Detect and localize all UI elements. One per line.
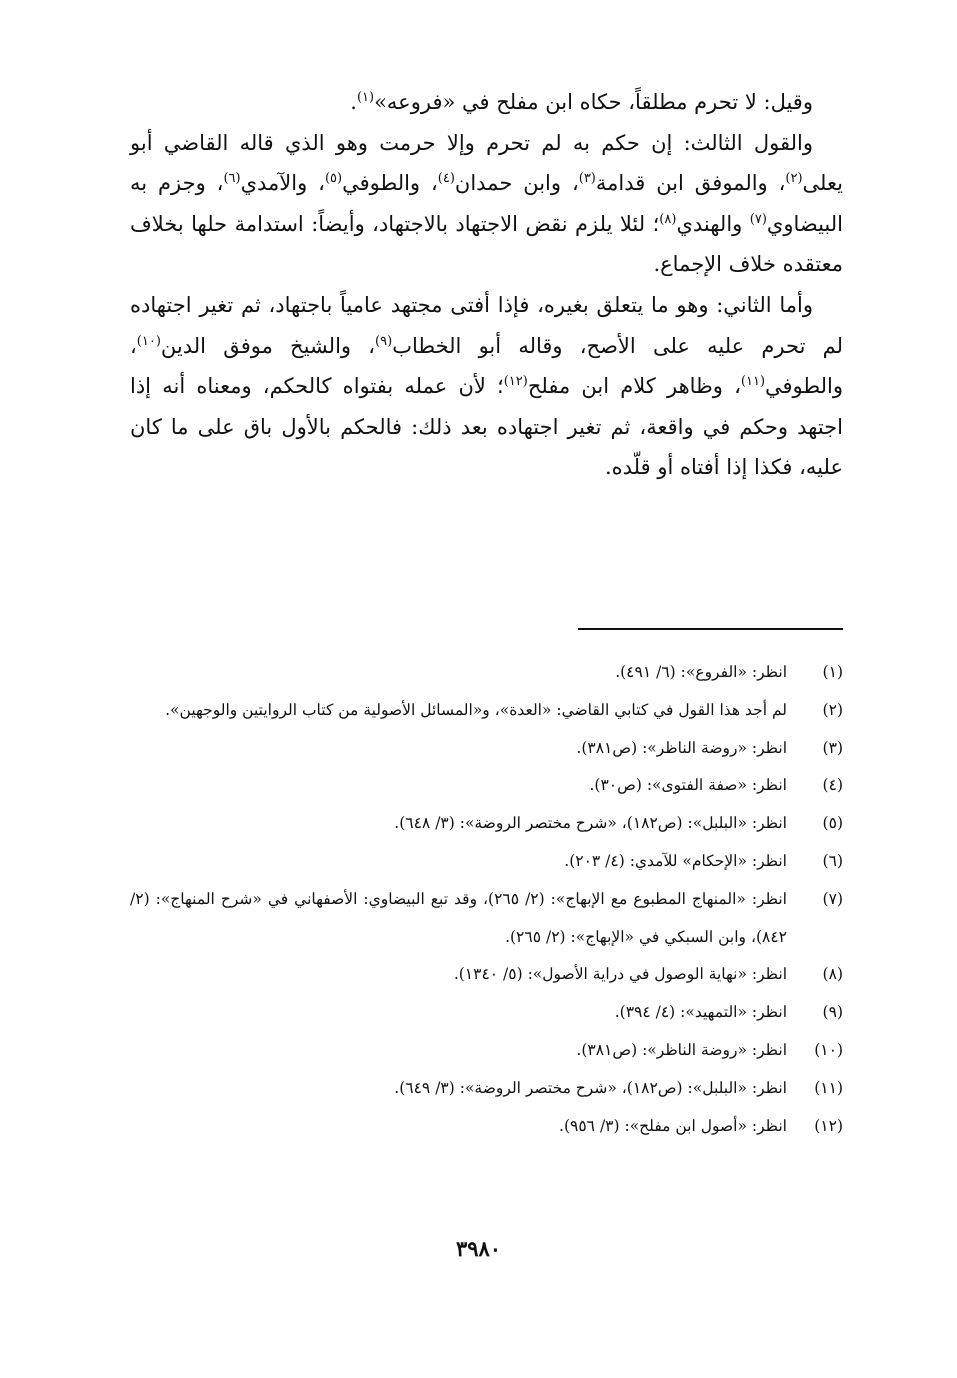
footnote-ref[interactable]: (٣)	[578, 171, 596, 187]
footnote-number: (٣)	[822, 738, 843, 757]
text-run: والقول الثالث: إن حكم به لم تحرم وإلا حرمت وهو الذي قاله القاضي أبو يعلى	[130, 130, 843, 196]
body-paragraph	[130, 82, 843, 123]
text-run: ؛ لئلا يلزم نقض الاجتهاد بالاجتهاد، وأيضاً: استدامة حلها بخلاف معتقده خلاف الإجماع.	[130, 211, 843, 277]
text-run: وقيل: لا تحرم مطلقاً، حكاه ابن مفلح في «فروعه»	[374, 90, 813, 114]
footnote-ref[interactable]: (٧)	[749, 211, 767, 227]
footnote-separator	[578, 628, 843, 630]
footnote-text: انظر: «نهاية الوصول في دراية الأصول»: (٥/ ١٣٤٠).	[453, 965, 787, 984]
footnote-number: (١١)	[814, 1078, 843, 1097]
footnote-text: انظر: «روضة الناظر»: (ص٣٨١).	[576, 738, 787, 757]
footnote-ref[interactable]: (١٠)	[136, 333, 161, 349]
body-paragraph	[130, 285, 843, 488]
footnote-item	[130, 730, 843, 768]
footnote-text: انظر: «الإحكام» للآمدي: (٤/ ٢٠٣).	[564, 851, 787, 870]
footnote-number: (٧)	[822, 889, 843, 908]
text-run: ، وابن حمدان	[454, 171, 579, 196]
footnote-number: (١٠)	[814, 1040, 843, 1059]
footnote-ref[interactable]: (١٢)	[503, 374, 528, 390]
footnote-text: لم أجد هذا القول في كتابي القاضي: «العدة»، و«المسائل الأصولية من كتاب الروايتين والوجهين».	[165, 700, 787, 719]
footnote-number: (١)	[822, 663, 843, 681]
footnotes-list	[130, 654, 843, 1145]
footnote-text: انظر: «أصول ابن مفلح»: (٣/ ٩٥٦).	[559, 1116, 787, 1135]
text-run: ، وجزم به البيضاوي	[130, 171, 843, 236]
text-run: ، والموفق ابن قدامة	[595, 171, 786, 196]
footnote-ref[interactable]: (١١)	[740, 374, 766, 390]
main-text	[130, 82, 843, 488]
footnote-text: انظر: «البلبل»: (ص١٨٢)، «شرح مختصر الروضة»: (٣/ ٦٤٩).	[394, 1078, 787, 1097]
footnote-ref[interactable]: (٨)	[659, 211, 677, 227]
text-run: ، والطوفي	[342, 171, 438, 196]
footnote-item	[130, 1032, 843, 1070]
text-run: ، والشيخ موفق الدين	[160, 333, 376, 358]
footnote-text: انظر: «روضة الناظر»: (ص٣٨١).	[576, 1040, 787, 1059]
footnote-item	[130, 654, 843, 692]
footnote-number: (٥)	[822, 814, 843, 833]
footnote-text: انظر: «البلبل»: (ص١٨٢)، «شرح مختصر الروضة»: (٣/ ٦٤٨).	[394, 814, 787, 833]
text-run: ؛ لأن عمله بفتواه كالحكم، ومعناه أنه إذا اجتهد وحكم في واقعة، ثم تغير اجتهاده بعد ذلك: فالحكم بالأول باق على ما كان عليه، فكذا إذا أفتاه أو قلّده.	[130, 374, 843, 480]
footnote-item	[130, 881, 843, 957]
footnote-number: (١٢)	[814, 1116, 843, 1135]
footnote-text: انظر: «التمهيد»: (٤/ ٣٩٤).	[614, 1003, 787, 1022]
footnote-ref[interactable]: (٦)	[223, 171, 241, 187]
footnote-item	[130, 1070, 843, 1108]
footnote-item	[130, 1108, 843, 1146]
footnote-ref[interactable]: (٢)	[785, 171, 803, 187]
text-run: والهندي	[676, 211, 750, 236]
text-run: ، والآمدي	[240, 171, 325, 196]
footnote-ref[interactable]: (١)	[356, 90, 375, 105]
footnote-number: (٩)	[822, 1003, 843, 1022]
footnote-number: (٤)	[822, 776, 843, 795]
text-run: ، وظاهر كلام ابن مفلح	[527, 374, 741, 399]
footnote-text: انظر: «صفة الفتوى»: (ص٣٠).	[589, 776, 787, 795]
footnote-item	[130, 843, 843, 881]
footnote-text: انظر: «المنهاج المطبوع مع الإبهاج»: (٢/ ٢٦٥)، وقد تبع البيضاوي: الأصفهاني في «شرح المنهاج»: (٢/ ٨٤٢)، وابن السبكي في «الإبهاج»: (٢/ ٢٦٥).	[130, 889, 787, 946]
footnote-ref[interactable]: (٥)	[324, 171, 343, 187]
body-paragraph	[130, 123, 843, 285]
footnote-item	[130, 692, 843, 730]
footnote-item	[130, 805, 843, 843]
footnote-item	[130, 767, 843, 805]
footnote-number: (٦)	[822, 851, 843, 870]
footnote-ref[interactable]: (٩)	[375, 333, 393, 349]
footnote-item	[130, 994, 843, 1032]
footnote-item	[130, 956, 843, 994]
footnote-number: (٢)	[822, 700, 843, 719]
text-run: ، والطوفي	[130, 333, 844, 399]
page-number: ٣٩٨٠	[455, 1236, 502, 1261]
text-run: .	[350, 90, 357, 114]
footnote-number: (٨)	[822, 965, 843, 984]
footnote-ref[interactable]: (٤)	[437, 171, 455, 187]
text-run: وأما الثاني: وهو ما يتعلق بغيره، فإذا أفتى مجتهد عامياً باجتهاد، ثم تغير اجتهاده لم تحرم عليه على الأصح، وقاله أبو الخطاب	[130, 292, 843, 358]
footnote-text: انظر: «الفروع»: (٦/ ٤٩١).	[615, 663, 787, 681]
